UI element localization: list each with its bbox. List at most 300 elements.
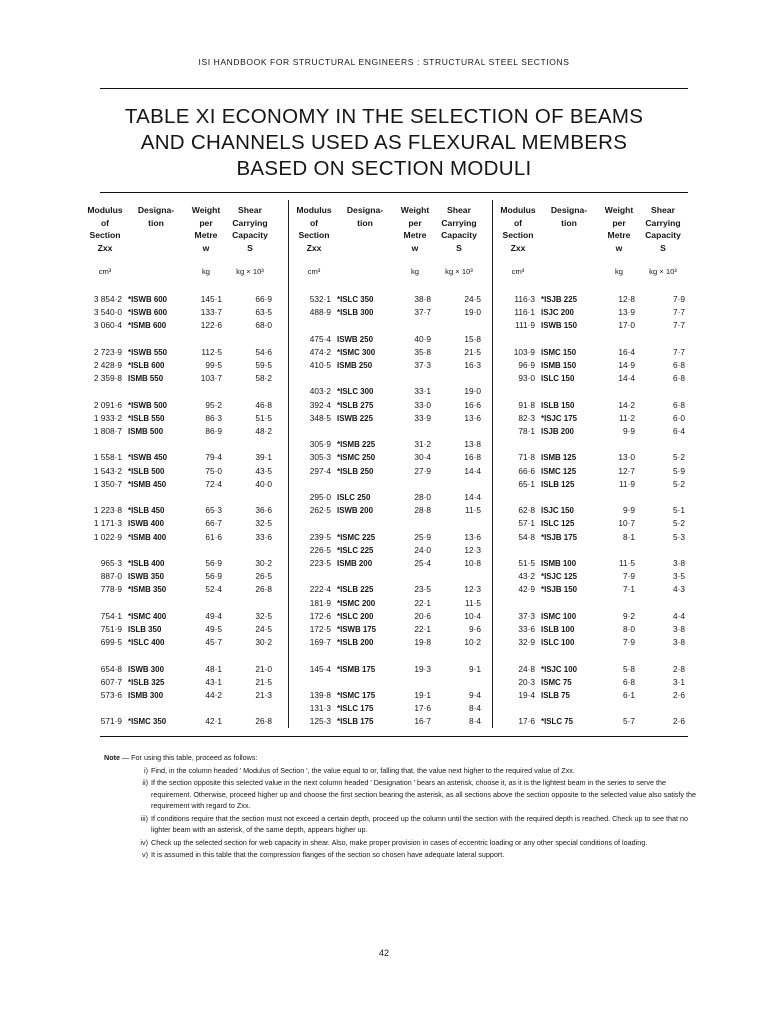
cell-shear: 9·4 xyxy=(469,690,481,700)
cell-modulus: 1 933·2 xyxy=(93,412,122,423)
cell-modulus: 131·3 xyxy=(309,703,331,714)
table-row xyxy=(289,294,489,305)
cell-modulus: 475·4 xyxy=(309,333,331,344)
table-row xyxy=(289,650,489,661)
table-row xyxy=(289,386,489,397)
cell-modulus: 1 543·2 xyxy=(93,465,122,476)
table-row xyxy=(84,400,284,411)
cell-shear: 10·8 xyxy=(464,558,481,568)
cell-shear: 3·1 xyxy=(673,676,685,687)
cell-shear: 5·2 xyxy=(673,518,685,529)
cell-weight: 16·4 xyxy=(618,346,635,357)
cell-shear: 59·5 xyxy=(255,360,272,370)
cell-shear: 19·0 xyxy=(464,386,481,397)
table-row xyxy=(84,360,284,371)
table-row xyxy=(289,518,489,529)
cell-shear: 14·4 xyxy=(464,465,481,476)
cell-designation: ISMB 500 xyxy=(128,427,164,436)
table-row xyxy=(84,624,284,635)
table-row xyxy=(493,452,693,463)
cell-designation: ISMC 150 xyxy=(541,347,577,357)
cell-shear: 6·8 xyxy=(673,373,685,384)
cell-shear: 8·4 xyxy=(469,703,481,714)
cell-shear: 5·1 xyxy=(673,505,685,516)
cell-designation: ISLB 75 xyxy=(541,691,570,700)
table-row xyxy=(289,373,489,384)
cell-designation: *ISWB 550 xyxy=(128,347,168,357)
table-row xyxy=(84,677,284,688)
cell-shear: 10·2 xyxy=(464,637,481,648)
cell-shear: 12·3 xyxy=(464,544,481,555)
cell-shear: 2·6 xyxy=(673,716,685,727)
cell-designation: *ISJC 175 xyxy=(541,413,577,423)
table-row xyxy=(493,294,693,305)
cell-shear: 51·5 xyxy=(255,412,272,423)
header-designation: Designa- tion xyxy=(550,205,588,228)
cell-weight: 28·8 xyxy=(414,505,431,516)
cell-modulus: 532·1 xyxy=(309,294,331,304)
table-row xyxy=(289,400,489,411)
cell-designation: ISLB 150 xyxy=(541,400,575,410)
table-row xyxy=(289,439,489,450)
table-row xyxy=(84,373,284,384)
cell-modulus: 116·1 xyxy=(514,307,535,318)
table-row xyxy=(289,334,489,345)
note-item-text: It is assumed in this table that the compression flanges of the section so chosen have adequate lateral support. xyxy=(151,850,505,859)
cell-modulus: 91·8 xyxy=(518,399,535,410)
cell-weight: 45·7 xyxy=(205,637,222,648)
table-row xyxy=(493,532,693,543)
table-top-rule xyxy=(100,192,688,193)
cell-modulus: 43·2 xyxy=(518,571,535,582)
table-row xyxy=(493,492,693,503)
cell-modulus: 965·3 xyxy=(100,558,122,568)
cell-shear: 30·2 xyxy=(255,637,272,648)
cell-weight: 8·0 xyxy=(623,624,635,634)
cell-designation: *ISJB 175 xyxy=(541,532,577,542)
cell-designation: ISMB 150 xyxy=(541,361,577,370)
cell-modulus: 172·5 xyxy=(309,624,331,634)
cell-weight: 86·3 xyxy=(205,412,222,423)
header-designation: Designa- tion xyxy=(137,205,175,228)
cell-modulus: 392·4 xyxy=(309,399,331,410)
cell-designation: ISMB 300 xyxy=(128,691,164,700)
cell-weight: 22·1 xyxy=(414,597,431,608)
cell-weight: 37·7 xyxy=(414,307,431,318)
table-row xyxy=(289,690,489,701)
cell-designation: *ISLB 450 xyxy=(128,506,165,516)
cell-shear: 3·8 xyxy=(673,637,685,648)
cell-weight: 56·9 xyxy=(205,558,222,568)
cell-weight: 40·9 xyxy=(414,333,431,344)
table-row xyxy=(493,518,693,529)
cell-modulus: 778·9 xyxy=(100,584,122,595)
cell-shear: 9·6 xyxy=(469,624,481,634)
cell-shear: 24·5 xyxy=(464,294,481,304)
cell-modulus: 305·3 xyxy=(309,452,331,463)
cell-modulus: 348·5 xyxy=(309,412,331,423)
table-row xyxy=(84,492,284,503)
header-modulus: Modulus of Section Zxx xyxy=(87,205,123,253)
table-row xyxy=(289,598,489,609)
cell-designation: ISMB 125 xyxy=(541,453,577,463)
cell-shear: 14·4 xyxy=(464,492,481,502)
cell-weight: 24·0 xyxy=(414,544,431,555)
cell-shear: 24·5 xyxy=(255,624,272,634)
header-shear: Shear Carrying Capacity S xyxy=(232,205,268,253)
cell-shear: 3·8 xyxy=(673,558,685,568)
table-row xyxy=(493,360,693,371)
cell-shear: 11·5 xyxy=(465,505,481,516)
cell-modulus: 169·7 xyxy=(309,637,331,648)
cell-designation: *ISLB 300 xyxy=(337,308,374,318)
cell-designation: ISLB 125 xyxy=(541,479,575,489)
cell-modulus: 488·9 xyxy=(309,307,331,318)
cell-weight: 12·7 xyxy=(618,465,635,476)
cell-modulus: 24·8 xyxy=(518,663,535,674)
table-row xyxy=(84,664,284,675)
cell-weight: 99·5 xyxy=(205,360,222,370)
cell-shear: 7·7 xyxy=(673,307,685,318)
unit-shear: kg × 10³ xyxy=(649,267,677,276)
cell-modulus: 172·6 xyxy=(309,610,331,621)
cell-modulus: 3 540·0 xyxy=(93,307,122,318)
cell-modulus: 65·1 xyxy=(518,478,535,489)
cell-shear: 10·4 xyxy=(464,610,481,621)
cell-weight: 49·5 xyxy=(205,624,222,634)
cell-designation: *ISLC 400 xyxy=(128,638,165,648)
cell-weight: 31·2 xyxy=(414,439,431,450)
cell-weight: 72·4 xyxy=(205,478,222,489)
table-row xyxy=(493,307,693,318)
cell-modulus: 54·8 xyxy=(518,531,535,542)
cell-designation: ISJC 200 xyxy=(541,308,574,318)
cell-designation: ISLB 350 xyxy=(128,625,162,634)
cell-shear: 6·0 xyxy=(673,412,685,423)
cell-shear: 7·9 xyxy=(673,294,685,304)
table-row xyxy=(84,650,284,661)
table-row xyxy=(493,664,693,675)
cell-modulus: 96·9 xyxy=(518,360,535,370)
note-intro: — For using this table, proceed as follows: xyxy=(119,753,258,762)
cell-designation: ISMC 125 xyxy=(541,466,577,476)
cell-weight: 20·6 xyxy=(414,610,431,621)
table-row xyxy=(493,334,693,345)
table-row xyxy=(493,386,693,397)
cell-shear: 8·4 xyxy=(469,716,481,727)
cell-designation: ISWB 300 xyxy=(128,664,164,674)
note-heading xyxy=(104,752,704,764)
cell-shear: 5·9 xyxy=(673,465,685,476)
cell-designation: *ISLC 175 xyxy=(337,704,374,714)
cell-modulus: 295·0 xyxy=(309,492,331,502)
table-row xyxy=(493,466,693,477)
cell-modulus: 754·1 xyxy=(100,610,122,621)
cell-shear: 5·2 xyxy=(673,478,685,489)
note-item-text: Find, in the column headed ' Modulus of Section ', the value equal to or, falling that, the value next higher to the required value of Zxx. xyxy=(151,765,575,775)
table-row xyxy=(493,650,693,661)
cell-designation: ISLC 150 xyxy=(541,374,575,384)
cell-weight: 28·0 xyxy=(414,492,431,502)
table-row xyxy=(289,545,489,556)
table-row xyxy=(84,466,284,477)
cell-designation: *ISLB 325 xyxy=(128,677,165,687)
cell-designation: *ISLB 275 xyxy=(337,400,374,410)
note-item xyxy=(104,849,704,861)
section-moduli-table xyxy=(84,200,692,728)
cell-modulus: 1 223·8 xyxy=(93,505,122,516)
note-item xyxy=(104,813,704,836)
cell-weight: 22·1 xyxy=(414,624,431,634)
cell-designation: ISWB 400 xyxy=(128,519,164,529)
table-row xyxy=(289,505,489,516)
header-modulus: Modulus of Section Zxx xyxy=(500,205,536,253)
table-row xyxy=(84,320,284,331)
cell-shear: 7·7 xyxy=(673,320,685,331)
unit-modulus: cm³ xyxy=(511,267,525,276)
table-row xyxy=(84,479,284,490)
table-title xyxy=(0,104,768,182)
cell-modulus: 297·4 xyxy=(309,465,331,476)
cell-weight: 10·7 xyxy=(618,518,635,529)
table-row xyxy=(493,479,693,490)
cell-shear: 43·5 xyxy=(255,465,272,476)
cell-modulus: 262·5 xyxy=(309,505,331,516)
table-row xyxy=(289,452,489,463)
cell-weight: 7·9 xyxy=(623,571,635,582)
cell-designation: ISWB 200 xyxy=(337,506,373,516)
cell-modulus: 42·9 xyxy=(518,584,535,595)
table-row xyxy=(493,558,693,569)
cell-designation: *ISWB 600 xyxy=(128,295,168,304)
cell-modulus: 1 350·7 xyxy=(93,478,122,489)
cell-designation: *ISMB 600 xyxy=(128,321,167,331)
cell-designation: ISMB 250 xyxy=(337,361,373,370)
cell-shear: 4·4 xyxy=(673,610,685,621)
cell-shear: 13·8 xyxy=(464,439,481,450)
cell-shear: 54·6 xyxy=(255,346,272,357)
cell-designation: *ISJB 225 xyxy=(541,295,577,304)
cell-weight: 30·4 xyxy=(414,452,431,463)
cell-weight: 79·4 xyxy=(205,452,222,463)
cell-weight: 7·9 xyxy=(623,637,635,648)
cell-modulus: 181·9 xyxy=(309,597,331,608)
cell-designation: *ISWB 175 xyxy=(337,625,377,634)
cell-modulus: 3 060·4 xyxy=(93,320,122,331)
cell-shear: 26·8 xyxy=(255,716,272,727)
cell-shear: 6·8 xyxy=(673,360,685,370)
cell-weight: 65·3 xyxy=(205,505,222,516)
table-row xyxy=(493,413,693,424)
table-row xyxy=(289,532,489,543)
table-row xyxy=(289,479,489,490)
table-row xyxy=(493,598,693,609)
cell-designation: *ISLB 250 xyxy=(337,466,374,476)
cell-designation: *ISWB 600 xyxy=(128,308,168,318)
cell-weight: 19·8 xyxy=(414,637,431,648)
cell-modulus: 71·8 xyxy=(518,452,535,463)
cell-modulus: 20·3 xyxy=(518,676,535,687)
cell-modulus: 2 359·8 xyxy=(93,373,122,384)
cell-designation: *ISLB 175 xyxy=(337,717,374,727)
table-row xyxy=(84,690,284,701)
cell-designation: *ISLB 550 xyxy=(128,413,165,423)
cell-designation: ISLB 100 xyxy=(541,625,575,634)
cell-weight: 38·8 xyxy=(414,294,431,304)
note-item-number: iv) xyxy=(140,837,148,847)
table-row xyxy=(289,558,489,569)
cell-shear: 26·5 xyxy=(255,571,272,582)
cell-weight: 75·0 xyxy=(205,465,222,476)
cell-shear: 40·0 xyxy=(255,478,272,489)
table-row xyxy=(84,334,284,345)
table-row xyxy=(493,584,693,595)
cell-shear: 12·3 xyxy=(464,584,481,595)
cell-designation: *ISLB 200 xyxy=(337,638,374,648)
cell-weight: 17·0 xyxy=(618,320,635,331)
cell-weight: 56·9 xyxy=(205,571,222,582)
cell-shear: 3·8 xyxy=(673,624,685,634)
table-row xyxy=(493,637,693,648)
cell-weight: 5·8 xyxy=(623,663,635,674)
table-row xyxy=(493,690,693,701)
table-row xyxy=(493,611,693,622)
cell-modulus: 571·9 xyxy=(100,716,122,727)
cell-weight: 35·8 xyxy=(414,346,431,357)
column-group-2 xyxy=(288,200,489,728)
cell-weight: 33·9 xyxy=(414,412,431,423)
cell-modulus: 2 091·6 xyxy=(93,399,122,410)
header-shear: Shear Carrying Capacity S xyxy=(441,205,477,253)
cell-shear: 6·8 xyxy=(673,399,685,410)
cell-designation: ISJC 150 xyxy=(541,506,574,516)
unit-modulus: cm³ xyxy=(307,267,321,276)
table-row xyxy=(493,439,693,450)
note-item-text: Check up the selected section for web capacity in shear. Also, make proper provision in cases of eccentric loading or any other special conditions of loading. xyxy=(151,837,648,847)
table-row xyxy=(289,413,489,424)
cell-weight: 33·1 xyxy=(414,386,431,397)
cell-modulus: 1 171·3 xyxy=(93,518,122,529)
cell-designation: *ISMB 400 xyxy=(128,532,167,542)
cell-shear: 6·4 xyxy=(673,426,685,436)
header-weight: Weight per Metre w xyxy=(604,205,634,253)
table-row xyxy=(493,373,693,384)
cell-shear: 2·6 xyxy=(673,690,685,700)
table-bottom-rule xyxy=(100,736,688,737)
cell-designation: ISJB 200 xyxy=(541,427,574,436)
cell-modulus: 82·3 xyxy=(518,412,535,423)
cell-shear: 46·8 xyxy=(255,399,272,410)
cell-modulus: 607·7 xyxy=(100,676,122,687)
cell-weight: 103·7 xyxy=(200,373,222,384)
cell-designation: *ISMB 225 xyxy=(337,440,376,450)
cell-shear: 21·3 xyxy=(255,690,272,700)
title-line-3: BASED ON SECTION MODULI xyxy=(236,157,532,180)
unit-weight: kg xyxy=(614,267,624,276)
cell-modulus: 51·5 xyxy=(518,558,535,568)
header-modulus: Modulus of Section Zxx xyxy=(296,205,332,253)
cell-modulus: 116·3 xyxy=(514,294,535,304)
table-row xyxy=(289,466,489,477)
table-row xyxy=(84,452,284,463)
cell-shear: 13·6 xyxy=(464,412,481,423)
cell-shear: 39·1 xyxy=(255,452,272,463)
cell-weight: 6·1 xyxy=(623,690,635,700)
table-row xyxy=(84,545,284,556)
cell-modulus: 37·3 xyxy=(518,610,535,621)
cell-modulus: 2 723·9 xyxy=(93,346,122,357)
cell-shear: 16·8 xyxy=(464,452,481,463)
table-row xyxy=(493,545,693,556)
cell-weight: 14·4 xyxy=(618,373,635,384)
cell-shear: 63·5 xyxy=(255,307,272,318)
cell-designation: *ISMC 350 xyxy=(128,717,167,727)
cell-shear: 9·1 xyxy=(469,663,481,674)
note-item-number: iii) xyxy=(140,813,148,823)
cell-designation: *ISJC 125 xyxy=(541,572,577,582)
cell-weight: 25·9 xyxy=(414,531,431,542)
cell-designation: *ISMC 300 xyxy=(337,347,376,357)
table-row xyxy=(84,598,284,609)
cell-weight: 13·0 xyxy=(618,452,635,463)
cell-weight: 33·0 xyxy=(414,399,431,410)
note-item-number: v) xyxy=(142,850,148,859)
cell-designation: *ISLB 500 xyxy=(128,466,165,476)
table-row xyxy=(84,307,284,318)
cell-modulus: 103·9 xyxy=(513,346,535,357)
header-weight: Weight per Metre w xyxy=(191,205,221,253)
cell-designation: *ISLB 225 xyxy=(337,585,374,595)
cell-shear: 33·6 xyxy=(255,531,272,542)
table-row xyxy=(493,505,693,516)
table-row xyxy=(84,532,284,543)
cell-designation: *ISLC 350 xyxy=(337,295,374,304)
cell-designation: *ISLB 400 xyxy=(128,559,165,568)
cell-designation: ISWB 225 xyxy=(337,413,373,423)
cell-shear: 5·3 xyxy=(673,531,685,542)
table-row xyxy=(289,492,489,503)
cell-designation: ISWB 250 xyxy=(337,334,373,344)
note-item-text: If the section opposite this selected value in the next column headed ' Designation ' bears an asterisk, choose it, as it is the lightest beam in the series to serve the requirement. Otherwise, proceed higher up and choose the first section bearing the asterisk, as all sections above the section opposite to the selected value also satisfy the requirement with regard to Zxx. xyxy=(151,778,696,810)
note-item-number: ii) xyxy=(142,778,148,787)
unit-weight: kg xyxy=(410,267,420,276)
cell-modulus: 410·5 xyxy=(309,360,331,370)
table-row xyxy=(84,611,284,622)
note-items xyxy=(104,765,704,861)
cell-modulus: 1 808·7 xyxy=(93,426,122,436)
cell-designation: *ISJB 150 xyxy=(541,585,577,595)
cell-modulus: 145·4 xyxy=(309,663,331,674)
header-designation: Designa- tion xyxy=(346,205,384,228)
cell-designation: ISMC 100 xyxy=(541,611,577,621)
cell-modulus: 239·5 xyxy=(309,531,331,542)
table-row xyxy=(289,584,489,595)
cell-modulus: 2 428·9 xyxy=(93,360,122,370)
unit-modulus: cm³ xyxy=(98,267,112,276)
table-row xyxy=(289,611,489,622)
cell-shear: 19·0 xyxy=(464,307,481,318)
unit-shear: kg × 10³ xyxy=(236,267,264,276)
table-row xyxy=(289,347,489,358)
table-row xyxy=(493,320,693,331)
cell-weight: 122·6 xyxy=(200,320,222,331)
cell-weight: 13·9 xyxy=(618,307,635,318)
cell-designation: *ISLC 300 xyxy=(337,387,374,397)
note-label: Note xyxy=(104,753,120,762)
cell-shear: 58·2 xyxy=(255,373,272,384)
cell-designation: ISLC 125 xyxy=(541,519,575,529)
table-row xyxy=(289,716,489,727)
